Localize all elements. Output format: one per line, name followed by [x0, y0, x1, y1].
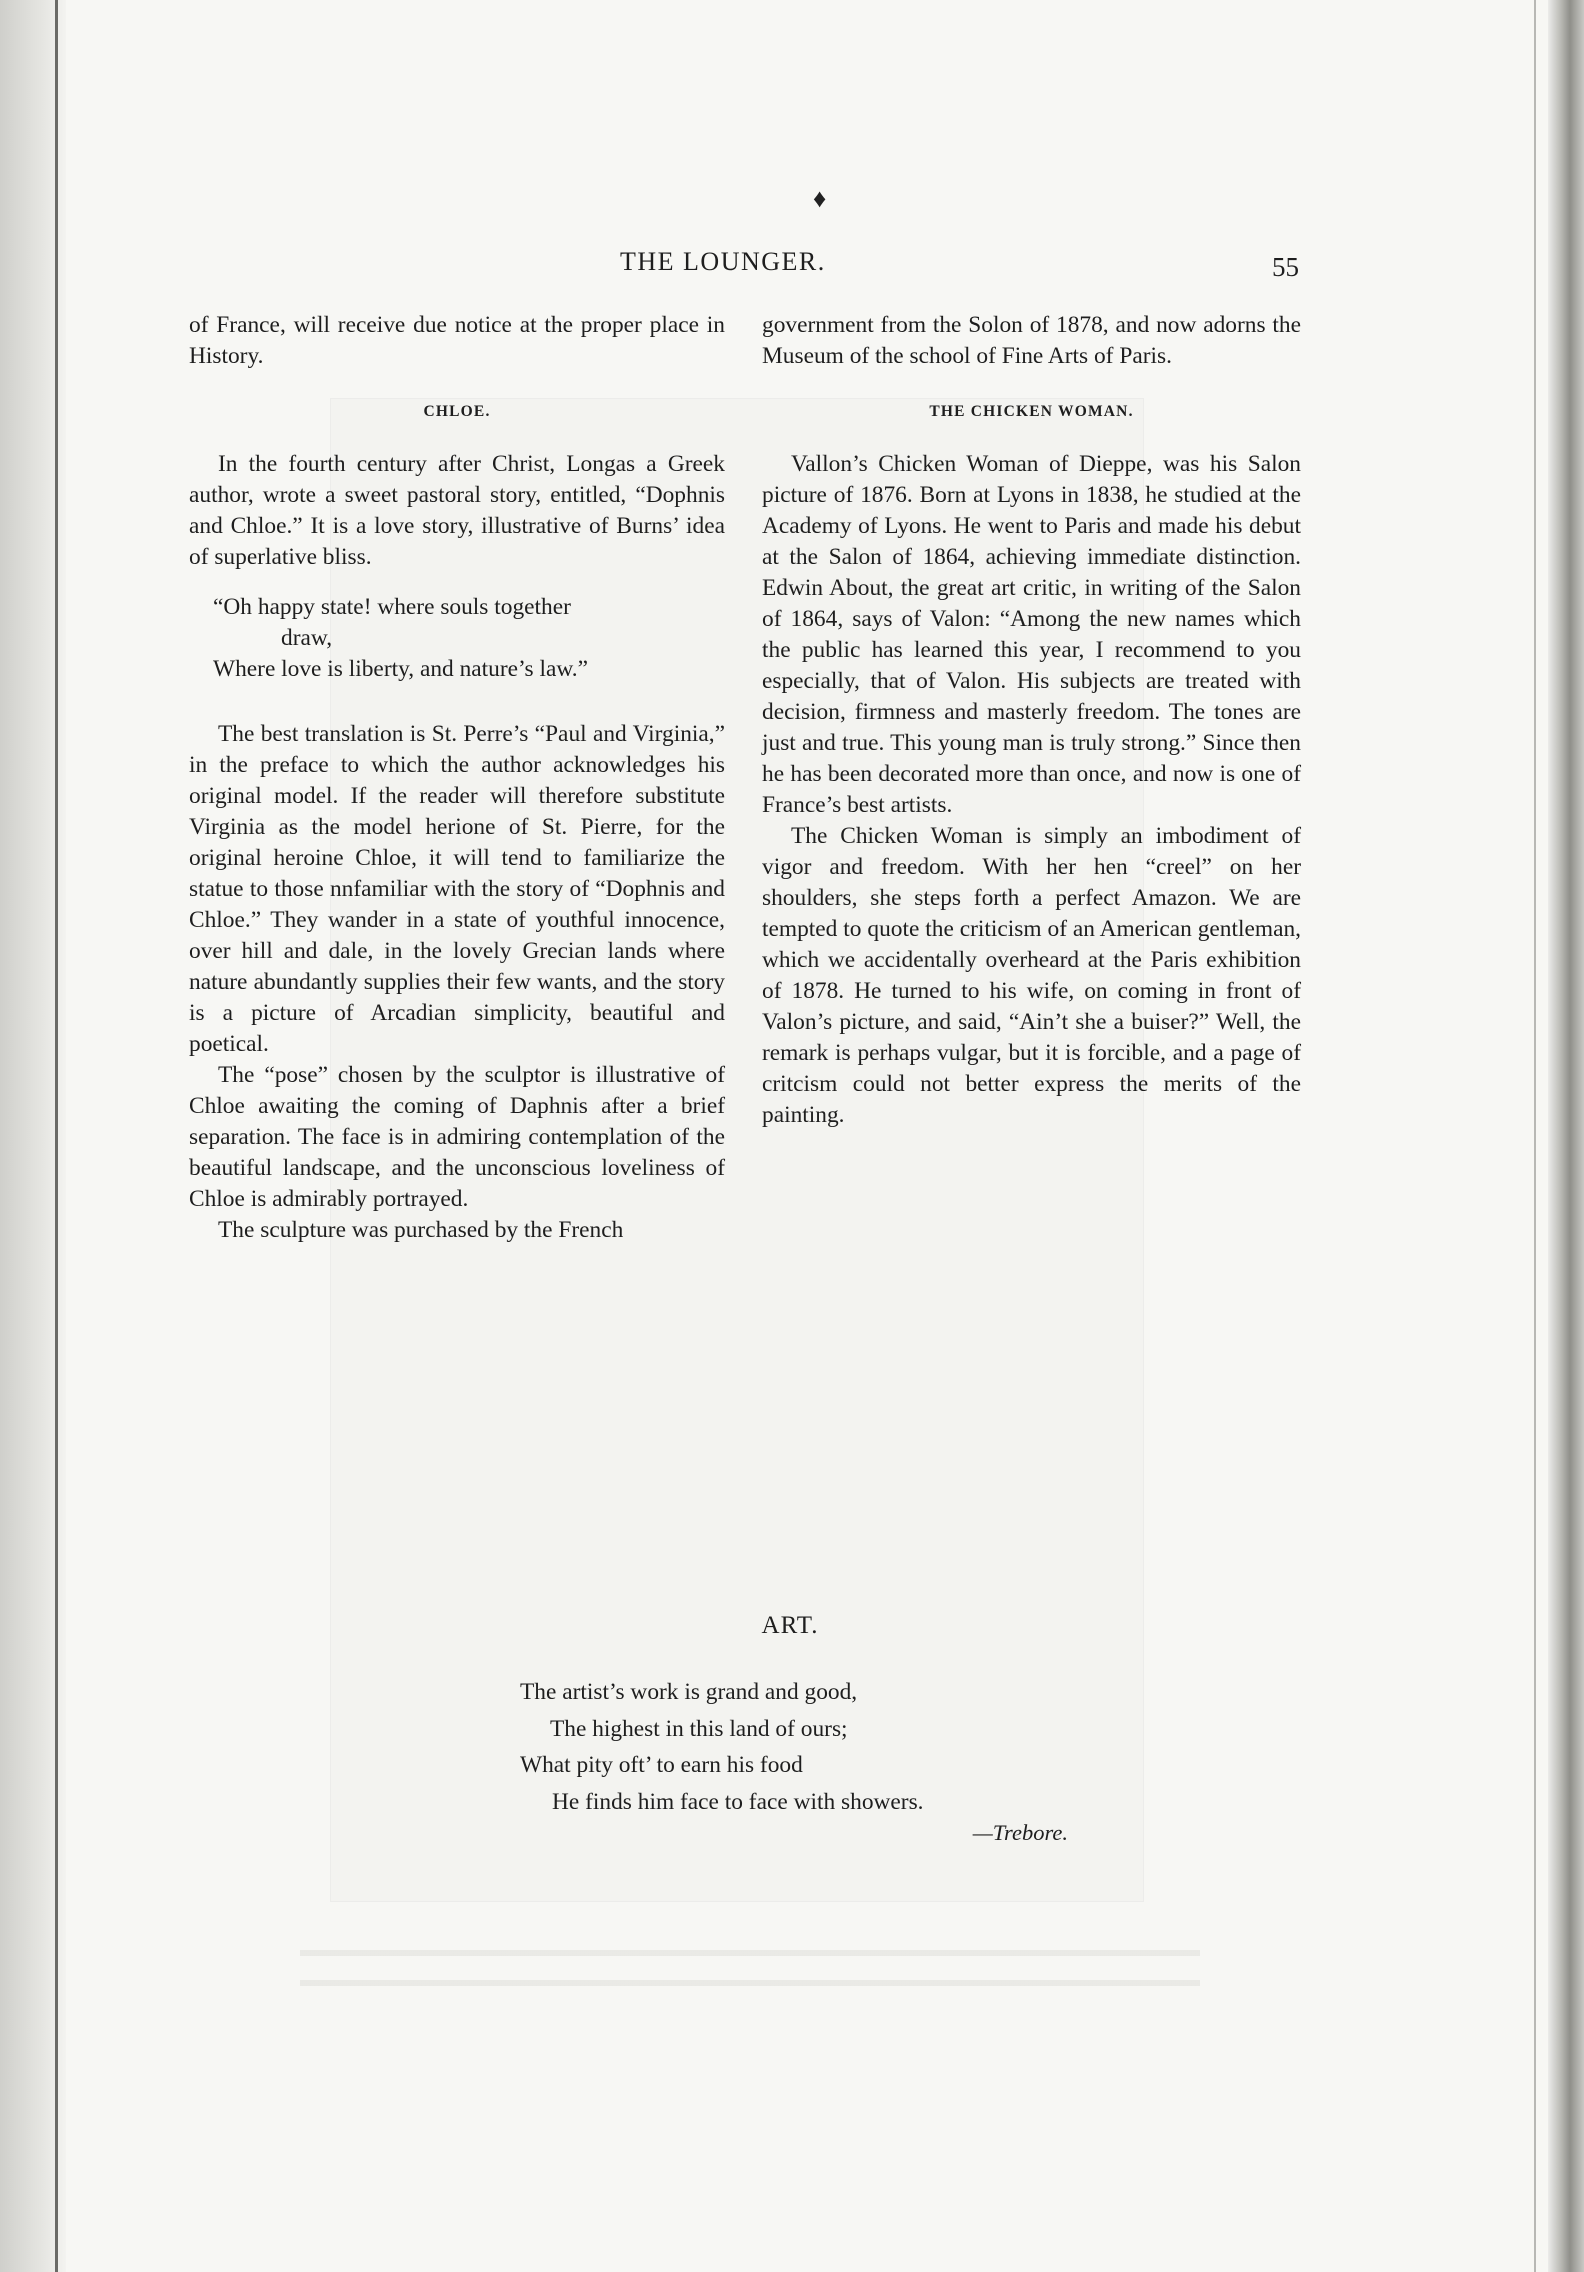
bleed-through-caption [300, 1950, 1200, 2010]
page-number: 55 [1272, 252, 1299, 282]
paragraph: The sculpture was purchased by the French [218, 1217, 624, 1243]
poem-line: The highest in this land of ours; [550, 1715, 848, 1742]
paragraph: The “pose” chosen by the sculptor is illustrative of Chloe awaiting the coming of Daphnis after a brief separation. The face is in admiring contemplation of the beautiful landscape, and the unconscious loveliness of Chloe is admirably portrayed. [189, 1062, 725, 1212]
poem [520, 1674, 1140, 1820]
paragraph: The Chicken Woman is simply an imbodiment of vigor and freedom. With her hen “creel” on her shoulders, she steps forth a perfect Amazon. We are tempted to quote the criticism of an American gentleman, which we accidentally overheard at the Paris exhibition of 1878. He turned to his wife, on coming in front of Valon’s picture, and said, “Ain’t she a buiser?” Well, the remark is perhaps vulgar, but it is forcible, and a page of critcism could not better express the merits of the painting. [762, 823, 1301, 1128]
section-heading-chicken-woman: THE CHICKEN WOMAN. [929, 403, 1134, 420]
verse-quotation [189, 592, 725, 685]
running-head: THE LOUNGER. [620, 247, 826, 276]
poem-attribution: —Trebore. [972, 1820, 1068, 1845]
left-column [189, 310, 725, 1246]
paragraph: The best translation is St. Perre’s “Paul and Virginia,” in the preface to which the author acknowledges his original model. If the reader will therefore substitute Virginia as the model herione of St. Pierre, for the original heroine Chloe, it will tend to familiarize the statue to those nnfamiliar with the story of “Dophnis and Chloe.” They wander in a state of youthful innocence, over hill and dale, in the lovely Grecian lands where nature abundantly supplies their few wants, and the story is a picture of Arcadian simplicity, beautiful and poetical. [189, 721, 725, 1057]
page-edge-shadow [1548, 0, 1584, 2272]
verse-line: “Oh happy state! where souls together [213, 594, 571, 620]
verse-line-continuation: draw, [281, 625, 333, 651]
paragraph: In the fourth century after Christ, Longas a Greek author, wrote a sweet pastoral story, entitled, “Dophnis and Chloe.” It is a love story, illustrative of Burns’ idea of superlative bliss. [189, 451, 725, 570]
continued-paragraph: of France, will receive due notice at the proper place in History. [189, 312, 725, 369]
poem-line: The artist’s work is grand and good, [520, 1679, 858, 1705]
ink-speck: ♦ [813, 184, 827, 213]
poem-line: He finds him face to face with showers. [552, 1788, 924, 1815]
right-column [762, 310, 1301, 1131]
poem-line: What pity oft’ to earn his food [520, 1752, 803, 1778]
verse-line: Where love is liberty, and nature’s law.” [213, 656, 588, 682]
book-spine-shadow [0, 0, 66, 2272]
section-heading-chloe: CHLOE. [423, 403, 491, 420]
paragraph: Vallon’s Chicken Woman of Dieppe, was his Salon picture of 1876. Born at Lyons in 1838, he studied at the Academy of Lyons. He went to Paris and made his debut at the Salon of 1864, achieving immediate distinction. Edwin About, the great art critic, in writing of the Salon of 1864, says of Valon: “Among the new names which the public has learned this year, I recommend to you especially, that of Valon. His subjects are treated with decision, firmness and masterly freedom. The tones are just and true. This young man is truly strong.” Since then he has been decorated more than once, and now is one of France’s best artists. [762, 451, 1301, 818]
poem-title: ART. [761, 1612, 819, 1639]
continued-paragraph: government from the Solon of 1878, and now adorns the Museum of the school of Fine Arts of Paris. [762, 312, 1301, 369]
